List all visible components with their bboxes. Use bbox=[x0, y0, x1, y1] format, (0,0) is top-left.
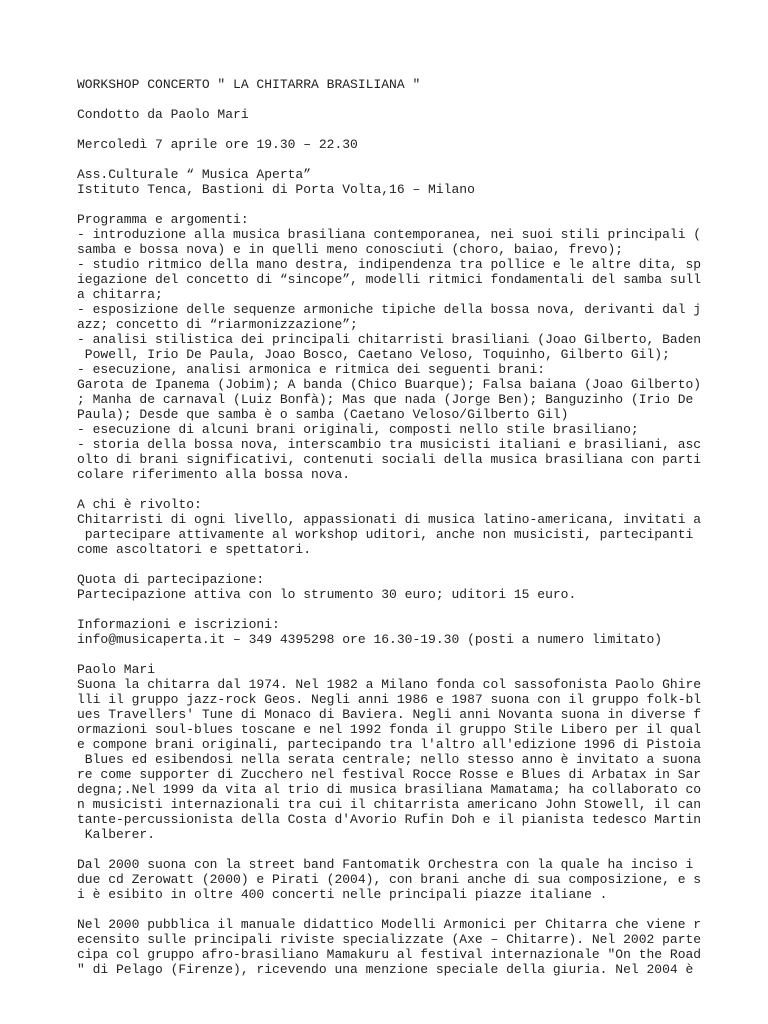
fee-line: Partecipazione attiva con lo strumento 30 euro; uditori 15 euro. bbox=[77, 587, 577, 602]
bio-line: Nel 2000 pubblica il manuale didattico Modelli Armonici per Chitarra che viene r bbox=[77, 917, 702, 932]
bio-line: n musicisti internazionali tra cui il chitarrista americano John Stowell, il can bbox=[77, 797, 702, 812]
program-line: - storia della bossa nova, interscambio tra musicisti italiani e brasiliani, asc bbox=[77, 437, 702, 452]
bio-line: e compone brani originali, partecipando tra l'altro all'edizione 1996 di Pistoia bbox=[77, 737, 702, 752]
program-line: Paula); Desde que samba è o samba (Caetano Veloso/Gilberto Gil) bbox=[77, 407, 569, 422]
audience-line: Chitarristi di ogni livello, appassionati di musica latino-americana, invitati a bbox=[77, 512, 702, 527]
bio-line: Kalberer. bbox=[77, 827, 156, 842]
bio-line: due cd Zerowatt (2000) e Pirati (2004), con brani anche di sua composizione, e s bbox=[77, 872, 702, 887]
venue-block bbox=[77, 167, 697, 197]
program-heading: Programma e argomenti: bbox=[77, 212, 249, 227]
bio-line: degna;.Nel 1999 da vita al trio di musica brasiliana Mamatama; ha collaborato co bbox=[77, 782, 702, 797]
info-heading: Informazioni e iscrizioni: bbox=[77, 617, 280, 632]
bio-2000-block bbox=[77, 857, 702, 902]
program-line: iegazione del concetto di “sincope”, modelli ritmici fondamentali del samba sull bbox=[77, 272, 702, 287]
fee-block bbox=[77, 572, 697, 602]
bio-block bbox=[77, 662, 702, 842]
venue-line: Ass.Culturale “ Musica Aperta” bbox=[77, 167, 312, 182]
bio-line: Suona la chitarra dal 1974. Nel 1982 a Milano fonda col sassofonista Paolo Ghire bbox=[77, 677, 702, 692]
program-line: a chitarra; bbox=[77, 287, 163, 302]
bio-manual-block bbox=[77, 917, 702, 977]
program-line: azz; concetto di “riarmonizzazione”; bbox=[77, 317, 358, 332]
audience-line: partecipare attivamente al workshop uditori, anche non musicisti, partecipanti bbox=[77, 527, 694, 542]
workshop-title: WORKSHOP CONCERTO " LA CHITARRA BRASILIANA " bbox=[77, 77, 421, 92]
date-block bbox=[77, 137, 697, 152]
program-line: - esecuzione, analisi armonica e ritmica dei seguenti brani: bbox=[77, 362, 546, 377]
bio-line: cipa col gruppo afro-brasiliano Mamakuru al festival internazionale "On the Road bbox=[77, 947, 702, 962]
date-line: Mercoledì 7 aprile ore 19.30 – 22.30 bbox=[77, 137, 358, 152]
title-block bbox=[77, 77, 697, 92]
audience-block bbox=[77, 497, 702, 557]
bio-line: ecensito sulle principali riviste specializzate (Axe – Chitarre). Nel 2002 parte bbox=[77, 932, 702, 947]
bio-heading: Paolo Mari bbox=[77, 662, 156, 677]
program-line: olto di brani significativi, contenuti sociali della musica brasiliana con parti bbox=[77, 452, 702, 467]
program-line: - analisi stilistica dei principali chitarristi brasiliani (Joao Gilberto, Baden bbox=[77, 332, 702, 347]
program-line: samba e bossa nova) e in quelli meno conosciuti (choro, baiao, frevo); bbox=[77, 242, 624, 257]
bio-line: re come supporter di Zucchero nel festival Rocce Rosse e Blues di Arbatax in Sar bbox=[77, 767, 702, 782]
program-line: ; Manha de carnaval (Luiz Bonfà); Mas que nada (Jorge Ben); Banguzinho (Irio De bbox=[77, 392, 694, 407]
program-line: - studio ritmico della mano destra, indipendenza tra pollice e le altre dita, sp bbox=[77, 257, 702, 272]
bio-line: ues Travellers' Tune di Monaco di Baviera. Negli anni Novanta suona in diverse f bbox=[77, 707, 702, 722]
conductor-line: Condotto da Paolo Mari bbox=[77, 107, 249, 122]
info-contact-line: info@musicaperta.it – 349 4395298 ore 16.30-19.30 (posti a numero limitato) bbox=[77, 632, 663, 647]
audience-line: come ascoltatori e spettatori. bbox=[77, 542, 312, 557]
bio-line: " di Pelago (Firenze), ricevendo una menzione speciale della giuria. Nel 2004 è bbox=[77, 962, 694, 977]
bio-line: i è esibito in oltre 400 concerti nelle principali piazze italiane . bbox=[77, 887, 608, 902]
bio-line: lli il gruppo jazz-rock Geos. Negli anni 1986 e 1987 suona con il gruppo folk-bl bbox=[77, 692, 702, 707]
bio-line: Blues ed esibendosi nella serata centrale; nello stesso anno è invitato a suona bbox=[77, 752, 702, 767]
program-line: colare riferimento alla bossa nova. bbox=[77, 467, 351, 482]
program-line: - introduzione alla musica brasiliana contemporanea, nei suoi stili principali ( bbox=[77, 227, 702, 242]
venue-line: Istituto Tenca, Bastioni di Porta Volta,16 – Milano bbox=[77, 182, 475, 197]
program-line: Garota de Ipanema (Jobim); A banda (Chico Buarque); Falsa baiana (Joao Gilberto) bbox=[77, 377, 702, 392]
fee-heading: Quota di partecipazione: bbox=[77, 572, 265, 587]
audience-heading: A chi è rivolto: bbox=[77, 497, 202, 512]
bio-line: ormazioni soul-blues toscane e nel 1992 fonda il gruppo Stile Libero per il qual bbox=[77, 722, 702, 737]
program-line: Powell, Irio De Paula, Joao Bosco, Caetano Veloso, Toquinho, Gilberto Gil); bbox=[77, 347, 670, 362]
bio-line: tante-percussionista della Costa d'Avorio Rufin Doh e il pianista tedesco Martin bbox=[77, 812, 702, 827]
program-line: - esecuzione di alcuni brani originali, composti nello stile brasiliano; bbox=[77, 422, 639, 437]
conductor-block bbox=[77, 107, 697, 122]
program-line: - esposizione delle sequenze armoniche tipiche della bossa nova, derivanti dal j bbox=[77, 302, 702, 317]
document-page bbox=[77, 77, 702, 992]
info-block bbox=[77, 617, 697, 647]
bio-line: Dal 2000 suona con la street band Fantomatik Orchestra con la quale ha inciso i bbox=[77, 857, 694, 872]
program-block bbox=[77, 212, 702, 482]
